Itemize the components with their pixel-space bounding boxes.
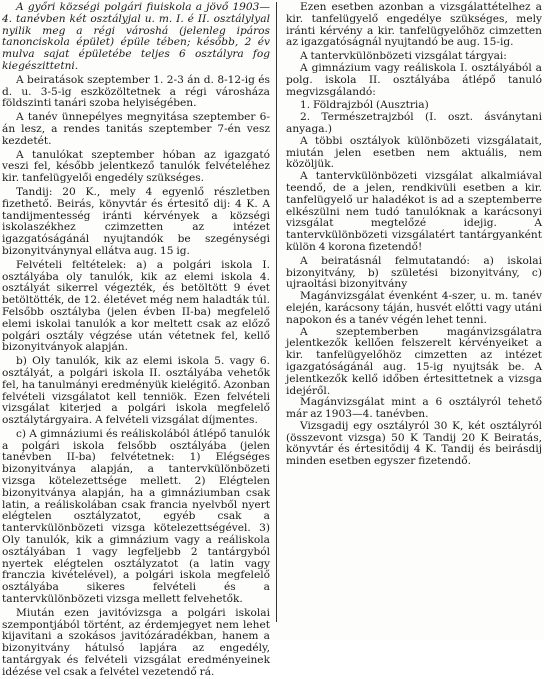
- paragraph-school-year-opening: A tanév ünnepélyes megnyitása szeptember 6-án lesz, a rendes tanitás szeptember 7-én vesz kezdetét.: [2, 111, 270, 147]
- exam-subject-natural-history: 2. Természetrajzból (I. oszt. ásványtani anyaga.): [286, 111, 542, 135]
- paragraph-admission-conditions-b: b) Oly tanulók, kik az elemi iskola 5. vagy 6. osztályát, a polgári iskola II. osztályába vehetők fel, ha tanulmányi eredményük kielégitő. Azonban felvételi vizsgálatot kell tenniök. Ezen felvételi vizsgálat kiterjed a polgári iskola megfelelő osztálytárgyaira. A felvételi vizsgálat díjmentes.: [2, 355, 270, 427]
- paragraph-exam-deadline: A tantervkülönbözeti vizsgálat alkalmiával teendő, de a jelen, rendkivüli esetben a kir. tanfelügyelő ur haladékot is ad a szeptemberre elkészülni nem tudó tanulóknak a karácsonyi vizsgálat megtelőzé idejig. A tantervkülönbözeti vizsgálatért tantárgyanként külön 4 korona fizetendő!: [286, 170, 542, 253]
- paragraph-exam-fees: Vizsgadij egy osztályról 30 K, két osztályról (összevont vizsga) 50 K Tandij 20 K Beiratás, könyvtár és értesitődij 4 K. Tandij és beirásdij minden esetben egyszer fizetendő.: [286, 419, 542, 468]
- paragraph-required-documents: A beiratásnál felmutatandó: a) iskolai bizonyitvány, b) születési bizonyitvány, c) ujraoltási bizonyitvány: [286, 254, 542, 291]
- paragraph-private-exam-scope: Magánvizsgálat mint a 6 osztályról tehető már az 1903—4. tanévben.: [286, 396, 542, 421]
- paragraph-transfer-student-exam: A gimnázium vagy reáliskola I. osztályából a polg. iskola II. osztályába átlépő tanuló megvizsgálandó:: [286, 61, 542, 98]
- paragraph-tuition: Tandij: 20 K., mely 4 egyenlő részletben fizethető. Beirás, könyvtár és értesitő dij: 4 K. A tandijmentesség iránti kérvények a községi iskolaszékhez czimzetten az intézet igazgatóságánál nyujtandók be szegénységi bizonyitványnyal ellátva aug. 15 ig.: [2, 185, 270, 257]
- paragraph-exam-subjects-heading: A tantervkülönbözeti vizsgálat tárgyai:: [300, 50, 507, 63]
- paragraph-admission-conditions-a: Felvételi feltételek: a) a polgári iskola I. osztályába oly tanulók, kik az elemi iskola 4. osztályát sikerrel végezték, és betöltött 9 évet betöltötték, de 12. életévet még nem haladták túl. Felsőbb osztályba (jelen évben II-ba) megfelelő elemi iskolai tanulók a kor meltett csak az előző polgári osztály végzése után vétetnek fel, kellő bizonyitványok alapján.: [2, 258, 270, 354]
- column-divider: [276, 2, 277, 622]
- paragraph-admission-by-director: A tanulókat szeptember hóban az igazgató veszi fel, később jelentkező tanulók felvételéhez kir. tanfelügyelői engedély szükséges.: [2, 148, 270, 185]
- paragraph-other-classes: A többi osztályok különbözeti vizsgálatait, miután jelen esetben nem aktuális, nem közöljük.: [286, 134, 542, 171]
- right-column: [286, 2, 542, 502]
- paragraph-exam-permission: Ezen esetben azonban a vizsgálattételhez a kir. tanfelügyelő engedélye szükséges, mely iránti kérvény a kir. tanfelügyelőhöz cimzetten az igazgatóságnál nyujtandó be aug. 15-ig.: [286, 1, 542, 49]
- paragraph-correction-exam: Miután ezen javitóvizsga a polgári iskolai szempontjából történt, az érdemjegyet nem lehet kijavitani a szokásos javitózáradékban, hanem a bizonyitvány hátulsó lapjára az engedély, tantárgyak és felvételi vizsgálat eredményeinek idézése vel csak a felvétel vezetendő rá.: [2, 606, 270, 678]
- paragraph-private-exam-schedule: Magánvizsgálat évenként 4-szer, u. m. tanév elején, karácsony táján, husvét előtti vagy utáni napokon és a tanév végén lehet tenni.: [286, 290, 542, 326]
- paragraph-private-exam-application: A szeptemberben magánvizsgálatra jelentkezők kellően felszerelt kérvényeiket a kir. tanfelügyelőhöz cimzetten az intézet igazgatóságánál aug. 15-ig nyujtsák be. A jelentkezők kellő időben értesittetnek a vizsga idejéről.: [286, 325, 542, 397]
- exam-subject-geography: 1. Földrajzból (Ausztria): [300, 99, 429, 112]
- paragraph-school-opening: A győri községi polgári fiuiskola a jövő 1903—4. tanévben két osztályjal u. m. I. é II. osztálylyal nyilik meg a régi városhá (jelenleg ipáros tanonciskola épület) épüle tében; később, 2 év mulva sajat épületébe teljes 6 osztályra fog kiegészittetni.: [2, 1, 270, 72]
- paragraph-admission-conditions-c: c) A gimnáziumi és reáliskolából átlépő tanulók a polgári iskola felsőbb osztályába (jelen tanévben II-ba) felvétetnek: 1) Elégséges bizonyitványa alapján, a tantervkülönbözeti vizsga kötelezettsége mellett. 2) Elégtelen bizonyitványa alapján, ha a gimnáziumban csak latin, a reáliskolában csak francia nyelvből nyert elégtelen osztályzatot, egyéb csak a tantervkülönbözeti vizsga kötelezettségével. 3) Oly tanulók, kik a gimnázium vagy a reáliskola osztályában 1 vagy legfeljebb 2 tantárgyból nyertek elégtelen osztályzatot (a latin vagy franczia kivételével), a polgári iskola megfelelő osztályába sikeres felvételi és a tantervkülönbözeti vizsga mellett felvehetők.: [2, 427, 270, 606]
- left-column: [2, 1, 270, 678]
- paragraph-enrollment-dates: A beiratások szeptember 1. 2-3 án d. 8-12-ig és d. u. 3-5-ig eszközöltetnek a régi városháza földszinti tanári szoba helyiségében.: [2, 73, 270, 110]
